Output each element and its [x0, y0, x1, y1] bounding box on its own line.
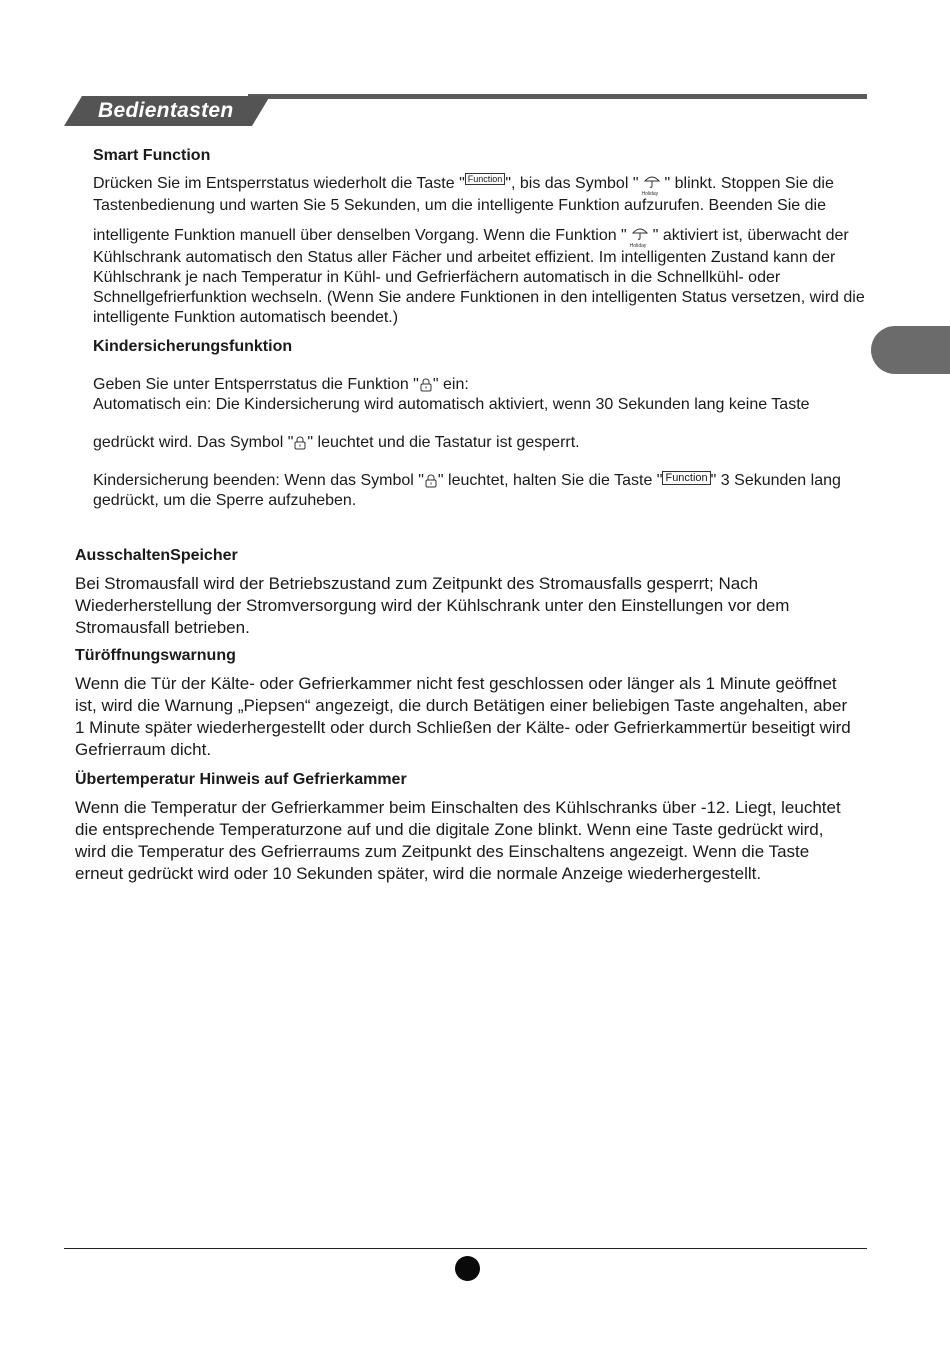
child-lock-paragraph-4: Kindersicherung beenden: Wenn das Symbol " " leuchtet, halten Sie die Taste " Function " 3 Sekunden lang gedrückt, um die Sperre aufzuheben. [93, 472, 841, 509]
page-title: Bedientasten [98, 99, 234, 122]
overtemp-text: Wenn die Temperatur der Gefrierkammer beim Einschalten des Kühlschranks über -12. Liegt, leuchtet die entsprechende Temperaturzone auf und die digitale Zone blinkt. Wenn eine Taste gedrückt wird, wird die Temperatur des Gefrierraums zum Zeitpunkt des Einschaltens angezeigt. Wenn die Taste erneut gedrückt wird oder 10 Sekunden später, wird die normale Anzeige wiederhergestellt. [75, 798, 841, 883]
power-memory-heading: AusschaltenSpeicher [75, 547, 238, 564]
function-button-icon: Function [465, 173, 506, 185]
lock-icon [293, 436, 307, 450]
section-smart-function [93, 146, 908, 328]
holiday-label: Holiday [641, 191, 659, 197]
smart-function-paragraph-1: Drücken Sie im Entsperrstatus wiederholt die Taste " Function ", bis das Symbol " Holiday " blinkt. Stoppen Sie die Tastenbedienung und warten Sie 5 Sekunden, um die intelligente Funktion aufzurufen. Beenden Sie die [93, 174, 834, 214]
section-power-memory [75, 546, 855, 639]
child-lock-heading: Kindersicherungsfunktion [93, 338, 293, 355]
lock-icon [424, 474, 438, 488]
smart-function-paragraph-2: intelligente Funktion manuell über denselben Vorgang. Wenn die Funktion " Holiday " aktiviert ist, überwacht der Kühlschrank automatisch den Status aller Fächer und arbeitet effizient. Im intelligenten Zustand kann der Kühlschrank je nach Temperatur in Kühl- und Gefrierfächern automatisch in die Schnellkühl- oder Schnellgefrierfunktion wechseln. (Wenn Sie andere Funktionen in den intelligenten Status versetzen, wird die intelligente Funktion automatisch beendet.) [93, 227, 865, 326]
section-overtemp [75, 770, 855, 885]
footer-rule [64, 1248, 867, 1249]
umbrella-holiday-icon [627, 228, 653, 248]
holiday-label: Holiday [629, 243, 647, 249]
section-child-lock [93, 337, 908, 511]
door-warning-heading: Türöffnungswarnung [75, 647, 236, 664]
lock-icon [419, 378, 433, 392]
smart-function-heading: Smart Function [93, 147, 211, 164]
umbrella-holiday-icon [639, 176, 665, 196]
overtemp-heading: Übertemperatur Hinweis auf Gefrierkammer [75, 771, 407, 788]
child-lock-paragraph-3: gedrückt wird. Das Symbol " " leuchtet und die Tastatur ist gesperrt. [93, 434, 580, 451]
power-memory-text: Bei Stromausfall wird der Betriebszustand zum Zeitpunkt des Stromausfalls gesperrt; Nach Wiederherstellung der Stromversorgung wird der Kühlschrank unter den Einstellungen vor dem Stromausfall betrieben. [75, 574, 790, 637]
child-lock-paragraph-1: Geben Sie unter Entsperrstatus die Funktion " " ein: [93, 376, 469, 393]
child-lock-paragraph-2: Automatisch ein: Die Kindersicherung wird automatisch aktiviert, wenn 30 Sekunden lang keine Taste [93, 396, 810, 413]
door-warning-text: Wenn die Tür der Kälte- oder Gefrierkammer nicht fest geschlossen oder länger als 1 Minute geöffnet ist, wird die Warnung „Piepsen“ angezeigt, die durch Betätigen einer beliebigen Taste angehalten, aber 1 Minute später wiederhergestellt oder durch Schließen der Kälte- oder Gefrierkammertür beseitigt wird Gefrierraum dicht. [75, 674, 851, 759]
section-door-warning [75, 646, 855, 761]
function-button-icon: Function [662, 471, 710, 485]
page-number-marker [455, 1256, 480, 1281]
header-rule [248, 94, 867, 99]
